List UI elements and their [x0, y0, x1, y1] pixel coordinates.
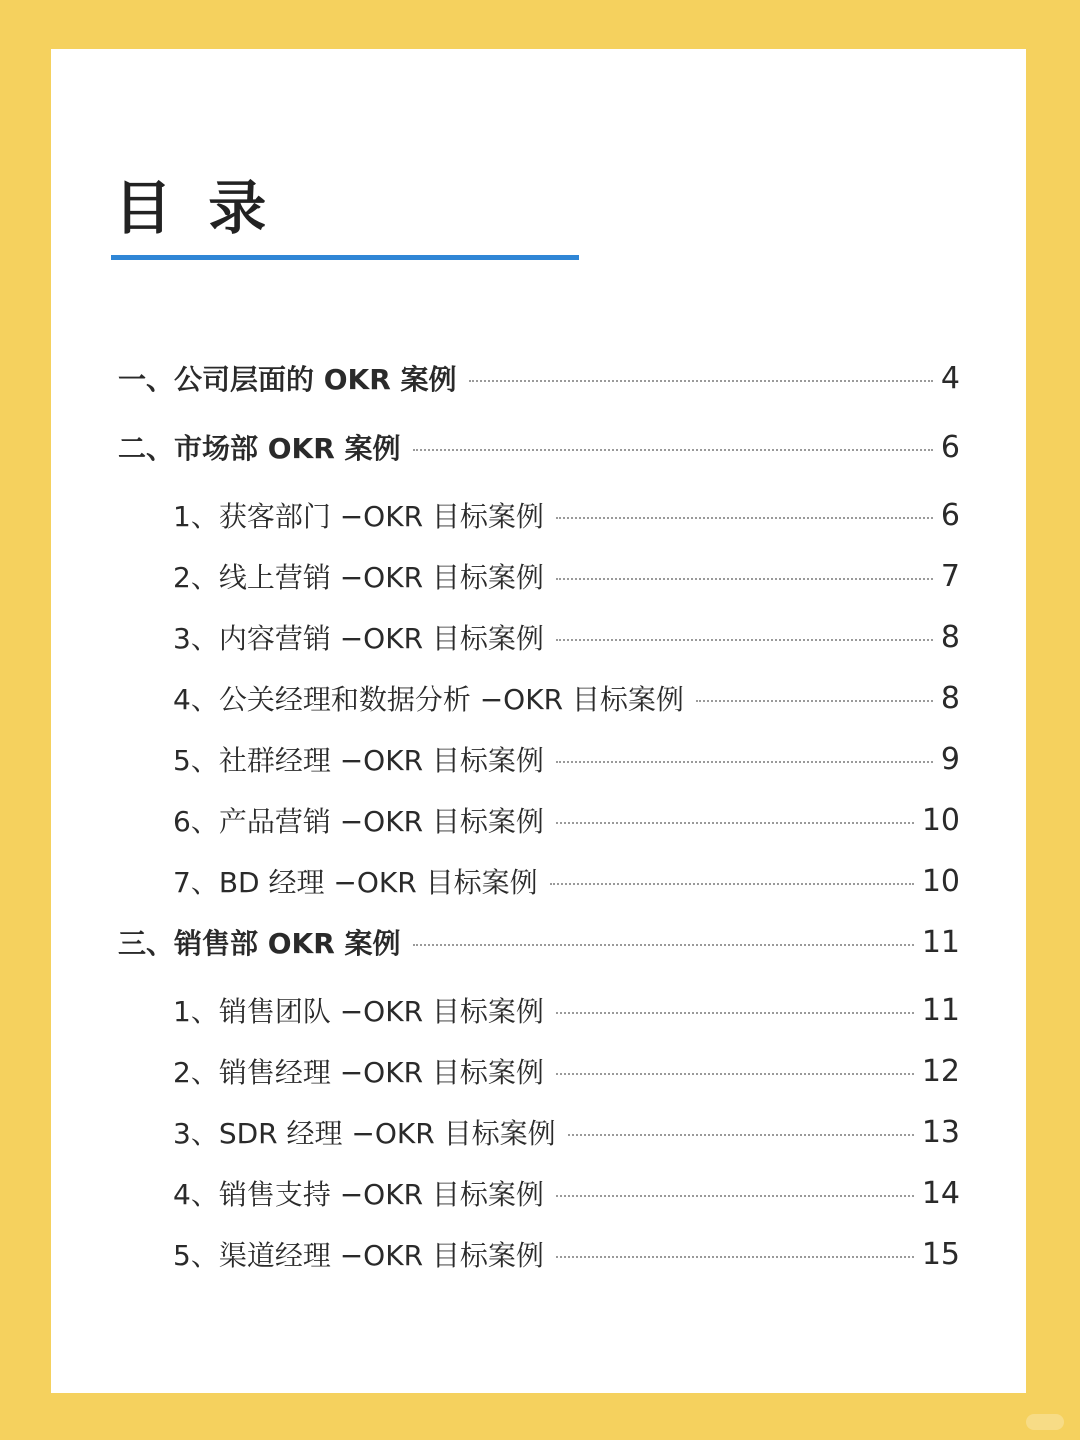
- toc-entry-subsection[interactable]: [173, 988, 960, 1032]
- table-of-contents: [51, 49, 1026, 1393]
- dot-leader: [556, 578, 933, 580]
- dot-leader: [556, 822, 914, 824]
- document-page: [51, 49, 1026, 1393]
- toc-entry-subsection[interactable]: [173, 859, 960, 903]
- toc-entry-label: 5、社群经理 −OKR 目标案例: [173, 744, 544, 777]
- toc-page-number: 6: [940, 429, 960, 465]
- toc-entry-label: 3、内容营销 −OKR 目标案例: [173, 622, 544, 655]
- toc-entry-label: 一、公司层面的 OKR 案例: [118, 363, 457, 396]
- toc-entry-label: 6、产品营销 −OKR 目标案例: [173, 805, 544, 838]
- toc-page-number: 11: [921, 992, 960, 1028]
- toc-entry-label: 7、BD 经理 −OKR 目标案例: [173, 866, 538, 899]
- dot-leader: [568, 1134, 914, 1136]
- toc-entry-label: 二、市场部 OKR 案例: [118, 432, 401, 465]
- dot-leader: [550, 883, 914, 885]
- toc-entry-subsection[interactable]: [173, 1232, 960, 1276]
- toc-entry-section-3[interactable]: [118, 920, 960, 964]
- toc-page-number: 8: [940, 619, 960, 655]
- toc-entry-label: 4、公关经理和数据分析 −OKR 目标案例: [173, 683, 684, 716]
- toc-entry-label: 1、销售团队 −OKR 目标案例: [173, 995, 544, 1028]
- dot-leader: [556, 639, 933, 641]
- dot-leader: [556, 1195, 914, 1197]
- dot-leader: [696, 700, 933, 702]
- toc-entry-subsection[interactable]: [173, 554, 960, 598]
- toc-page-number: 4: [940, 360, 960, 396]
- toc-page-number: 15: [921, 1236, 960, 1272]
- toc-page-number: 14: [921, 1175, 960, 1211]
- toc-entry-subsection[interactable]: [173, 737, 960, 781]
- dot-leader: [556, 517, 933, 519]
- toc-entry-subsection[interactable]: [173, 615, 960, 659]
- watermark-badge: [1026, 1414, 1064, 1430]
- toc-entry-subsection[interactable]: [173, 493, 960, 537]
- dot-leader: [469, 380, 933, 382]
- toc-entry-label: 5、渠道经理 −OKR 目标案例: [173, 1239, 544, 1272]
- toc-entry-label: 2、线上营销 −OKR 目标案例: [173, 561, 544, 594]
- dot-leader: [556, 761, 933, 763]
- dot-leader: [556, 1073, 914, 1075]
- toc-page-number: 11: [921, 924, 960, 960]
- toc-page-number: 10: [921, 802, 960, 838]
- dot-leader: [556, 1256, 914, 1258]
- dot-leader: [413, 449, 933, 451]
- toc-entry-label: 三、销售部 OKR 案例: [118, 927, 401, 960]
- toc-entry-section-2[interactable]: [118, 425, 960, 469]
- toc-page-number: 7: [940, 558, 960, 594]
- toc-page-number: 13: [921, 1114, 960, 1150]
- toc-page-number: 6: [940, 497, 960, 533]
- toc-entry-label: 2、销售经理 −OKR 目标案例: [173, 1056, 544, 1089]
- toc-entry-subsection[interactable]: [173, 1110, 960, 1154]
- toc-entry-label: 1、获客部门 −OKR 目标案例: [173, 500, 544, 533]
- toc-entry-subsection[interactable]: [173, 676, 960, 720]
- toc-entry-subsection[interactable]: [173, 798, 960, 842]
- toc-entry-subsection[interactable]: [173, 1171, 960, 1215]
- toc-entry-label: 4、销售支持 −OKR 目标案例: [173, 1178, 544, 1211]
- toc-page-number: 9: [940, 741, 960, 777]
- toc-entry-label: 3、SDR 经理 −OKR 目标案例: [173, 1117, 556, 1150]
- page-title: 目 录: [114, 174, 275, 242]
- dot-leader: [556, 1012, 914, 1014]
- toc-page-number: 8: [940, 680, 960, 716]
- toc-page-number: 12: [921, 1053, 960, 1089]
- toc-page-number: 10: [921, 863, 960, 899]
- toc-entry-subsection[interactable]: [173, 1049, 960, 1093]
- dot-leader: [413, 944, 914, 946]
- toc-entry-section-1[interactable]: [118, 356, 960, 400]
